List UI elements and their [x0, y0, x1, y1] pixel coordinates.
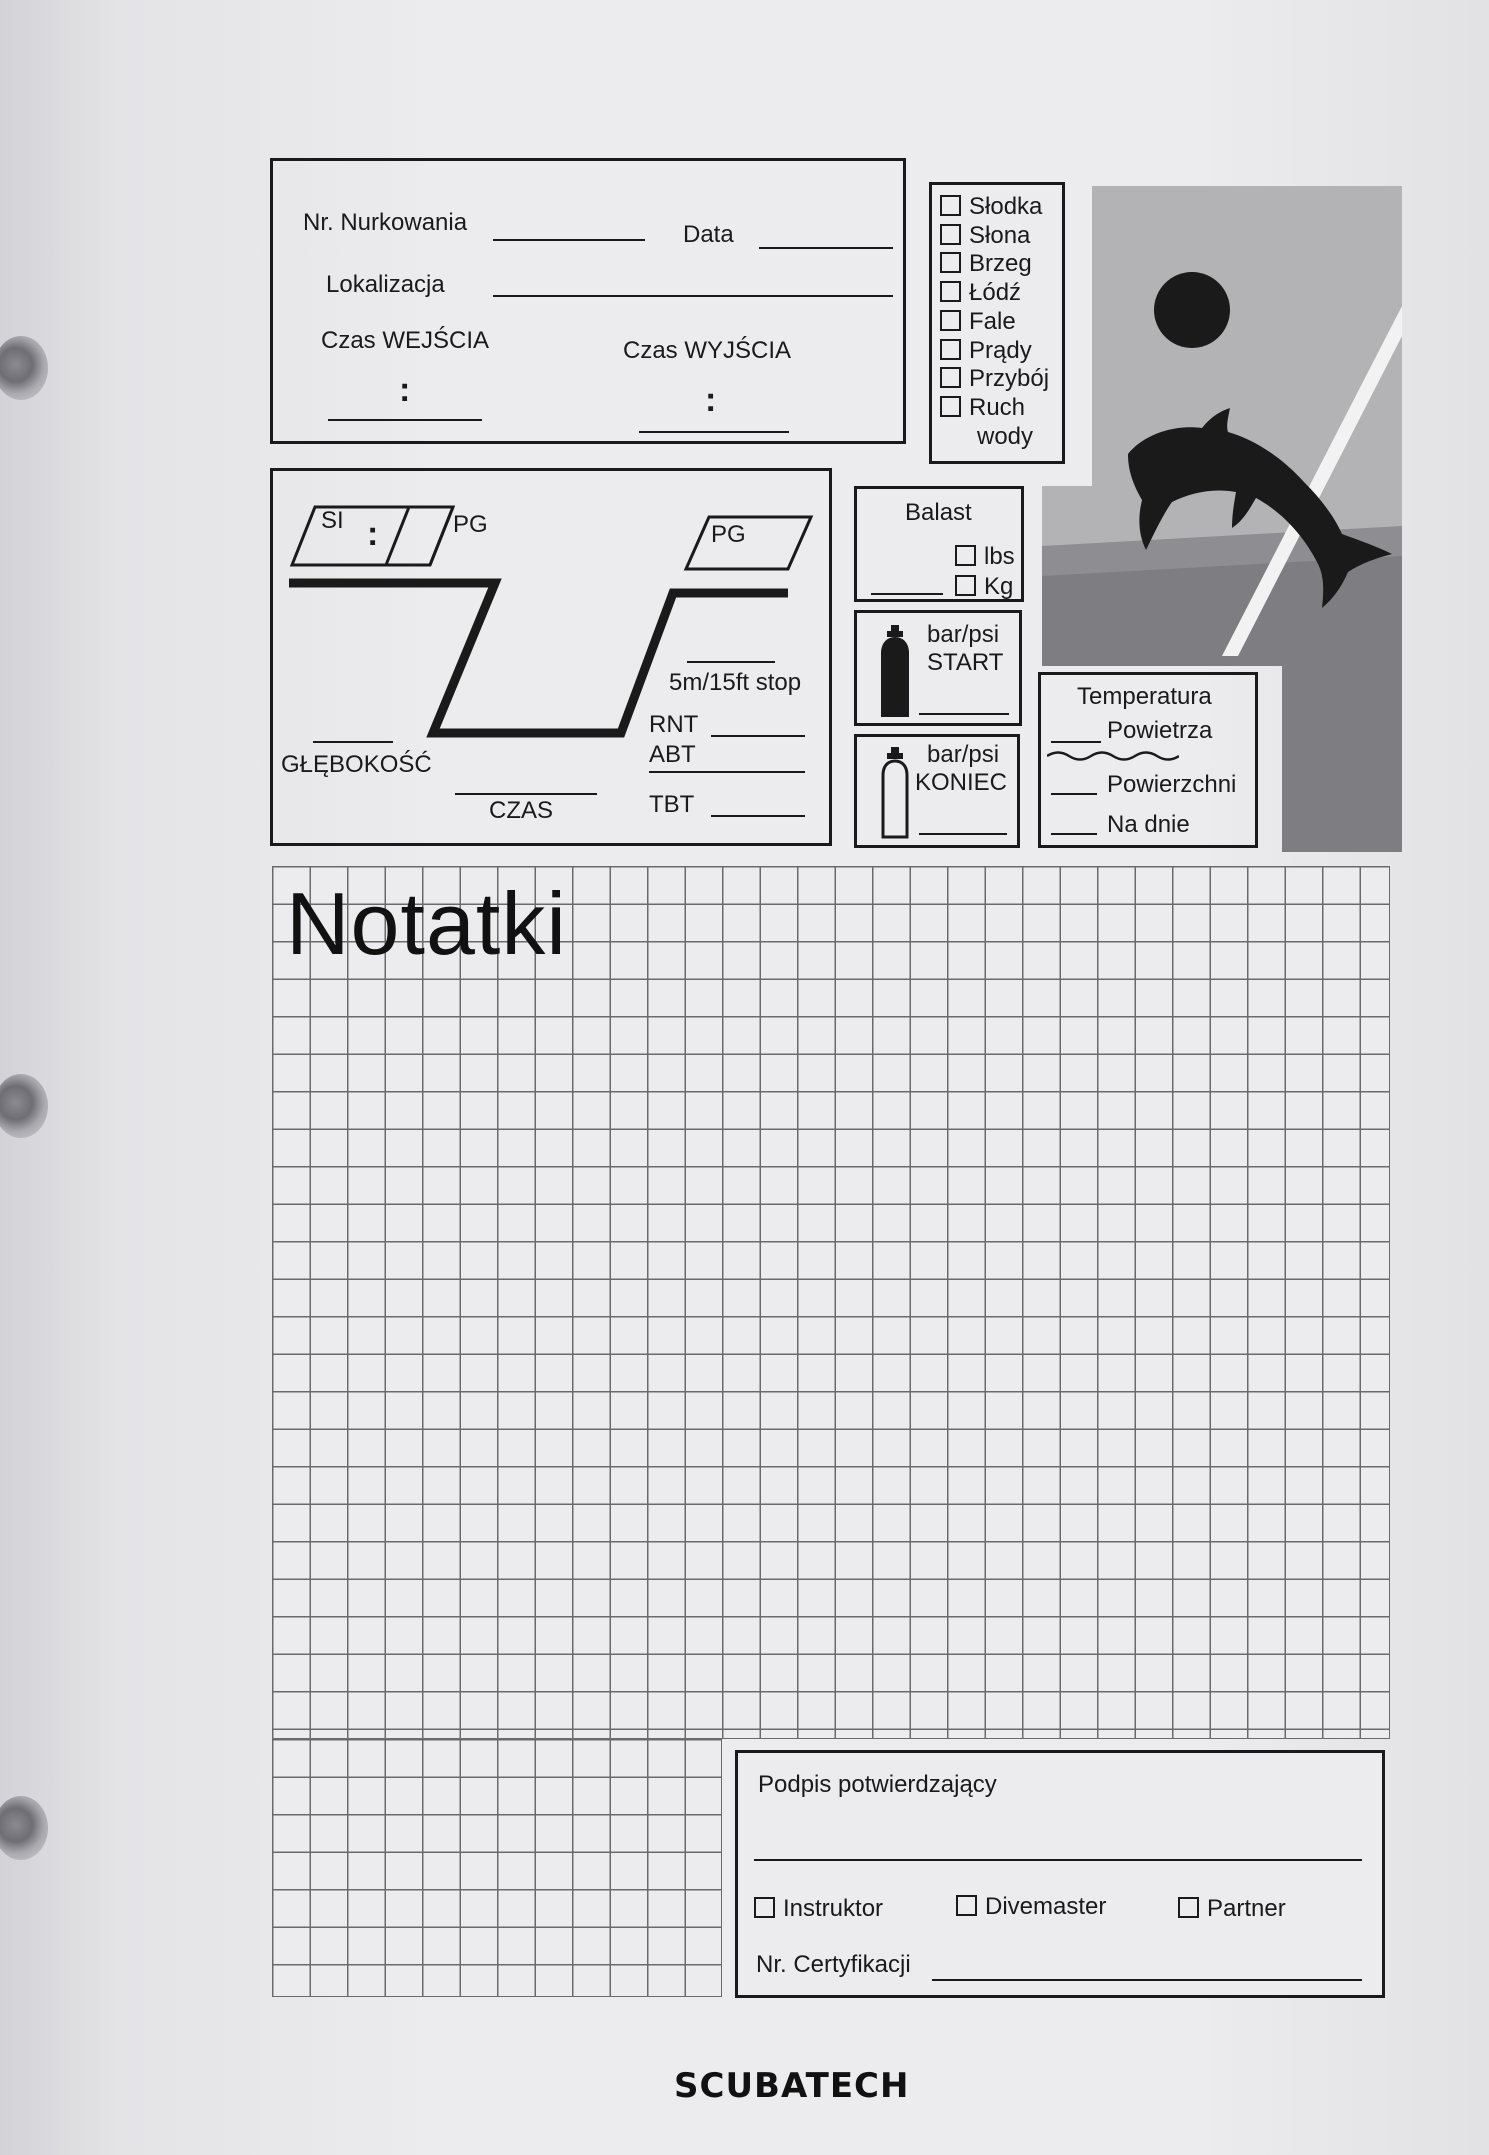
condition-checkbox[interactable]	[940, 339, 961, 360]
weights-lbs-option[interactable]	[955, 545, 1015, 569]
abt-field[interactable]	[649, 771, 805, 773]
stop-label: 5m/15ft stop	[669, 669, 802, 696]
notes-title: Notatki	[286, 874, 567, 973]
temperature-box	[1038, 672, 1258, 848]
cert-field[interactable]	[932, 1979, 1362, 1981]
condition-label: Brzeg	[969, 250, 1032, 278]
time-label: CZAS	[489, 797, 554, 824]
partner-checkbox[interactable]	[1178, 1897, 1199, 1918]
cert-label: Nr. Certyfikacji	[756, 1951, 911, 1978]
condition-label: Przybój	[969, 365, 1050, 393]
binder-hole-top	[0, 336, 48, 400]
condition-checkbox[interactable]	[940, 224, 961, 245]
tbt-field[interactable]	[711, 815, 805, 817]
air-start-unit: bar/psi	[927, 621, 1000, 648]
weights-field[interactable]	[871, 593, 943, 595]
depth-field[interactable]	[313, 741, 393, 743]
depth-label: GŁĘBOKOŚĆ	[281, 751, 432, 778]
binder-hole-bottom	[0, 1796, 48, 1860]
rnt-label: RNT	[649, 711, 699, 738]
temperature-title: Temperatura	[1077, 683, 1212, 710]
sun-icon	[1154, 272, 1230, 348]
rnt-field[interactable]	[711, 735, 805, 737]
stop-field[interactable]	[687, 661, 775, 663]
instructor-checkbox[interactable]	[754, 1897, 775, 1918]
condition-checkbox[interactable]	[940, 396, 961, 417]
condition-label: Ruch	[969, 393, 1026, 421]
dive-profile-box	[270, 468, 832, 846]
condition-label: Słodka	[969, 193, 1043, 220]
location-field[interactable]	[493, 295, 893, 297]
divemaster-label: Divemaster	[985, 1893, 1107, 1920]
signature-label: Podpis potwierdzający	[758, 1771, 997, 1798]
role-partner-option[interactable]	[1178, 1897, 1286, 1921]
tank-full-icon	[875, 625, 915, 721]
weights-title: Balast	[905, 499, 972, 526]
bottom-temp-label: Na dnie	[1107, 811, 1190, 838]
notes-grid-upper[interactable]	[272, 866, 1390, 1739]
verification-box	[735, 1750, 1385, 1998]
tank-empty-icon	[875, 747, 915, 843]
condition-checkbox[interactable]	[940, 281, 961, 302]
divemaster-checkbox[interactable]	[956, 1895, 977, 1916]
condition-continuation: wody	[977, 422, 1034, 450]
dive-number-field[interactable]	[493, 239, 645, 241]
notes-grid-lower[interactable]	[272, 1739, 722, 1997]
condition-label: Łódź	[969, 279, 1022, 307]
surface-temp-field[interactable]	[1051, 793, 1097, 795]
si-label: SI	[321, 507, 344, 534]
pg-start-label: PG	[453, 511, 488, 538]
air-end-field[interactable]	[919, 833, 1007, 835]
exit-time-separator: :	[705, 381, 717, 419]
tbt-label: TBT	[649, 791, 695, 818]
air-end-unit: bar/psi	[927, 741, 1000, 768]
location-label: Lokalizacja	[326, 271, 445, 298]
surface-temp-label: Powierzchni	[1107, 771, 1237, 798]
binder-hole-middle	[0, 1074, 48, 1138]
time-field[interactable]	[455, 793, 597, 795]
condition-checkbox[interactable]	[940, 195, 961, 216]
condition-label: Słona	[969, 221, 1031, 249]
dive-info-box	[270, 158, 906, 444]
air-start-field[interactable]	[919, 713, 1009, 715]
weights-kg-option[interactable]	[955, 575, 1013, 599]
exit-time-field[interactable]	[639, 431, 789, 433]
pg-end-label: PG	[711, 521, 746, 548]
signature-field[interactable]	[754, 1859, 1362, 1861]
condition-label: Fale	[969, 307, 1016, 335]
lbs-label: lbs	[984, 543, 1015, 570]
lbs-checkbox[interactable]	[955, 545, 976, 566]
dive-number-label: Nr. Nurkowania	[303, 209, 468, 236]
condition-label: Prądy	[969, 336, 1032, 364]
role-instructor-option[interactable]	[754, 1897, 883, 1921]
kg-checkbox[interactable]	[955, 575, 976, 596]
air-temp-label: Powietrza	[1107, 717, 1213, 744]
air-end-box	[854, 734, 1020, 848]
bottom-temp-field[interactable]	[1051, 833, 1097, 835]
water-wave-icon	[1047, 749, 1179, 763]
entry-time-field[interactable]	[328, 419, 482, 421]
abt-label: ABT	[649, 741, 696, 768]
air-start-box	[854, 610, 1022, 726]
condition-checkbox[interactable]	[940, 252, 961, 273]
kg-label: Kg	[984, 573, 1014, 600]
weights-box	[854, 486, 1024, 602]
instructor-label: Instruktor	[783, 1895, 884, 1922]
entry-time-separator: :	[399, 371, 411, 409]
date-field[interactable]	[759, 247, 893, 249]
condition-checkbox[interactable]	[940, 310, 961, 331]
date-label: Data	[683, 221, 734, 248]
entry-time-label: Czas WEJŚCIA	[321, 327, 490, 354]
role-divemaster-option[interactable]	[956, 1895, 1106, 1919]
air-temp-field[interactable]	[1051, 741, 1101, 743]
condition-checkbox[interactable]	[940, 367, 961, 388]
partner-label: Partner	[1207, 1895, 1286, 1922]
si-separator: :	[367, 515, 379, 553]
brand-logo: SCUBATECH	[674, 2066, 910, 2106]
air-end-label: KONIEC	[915, 769, 1008, 796]
exit-time-label: Czas WYJŚCIA	[623, 337, 792, 364]
air-start-label: START	[927, 649, 1004, 676]
